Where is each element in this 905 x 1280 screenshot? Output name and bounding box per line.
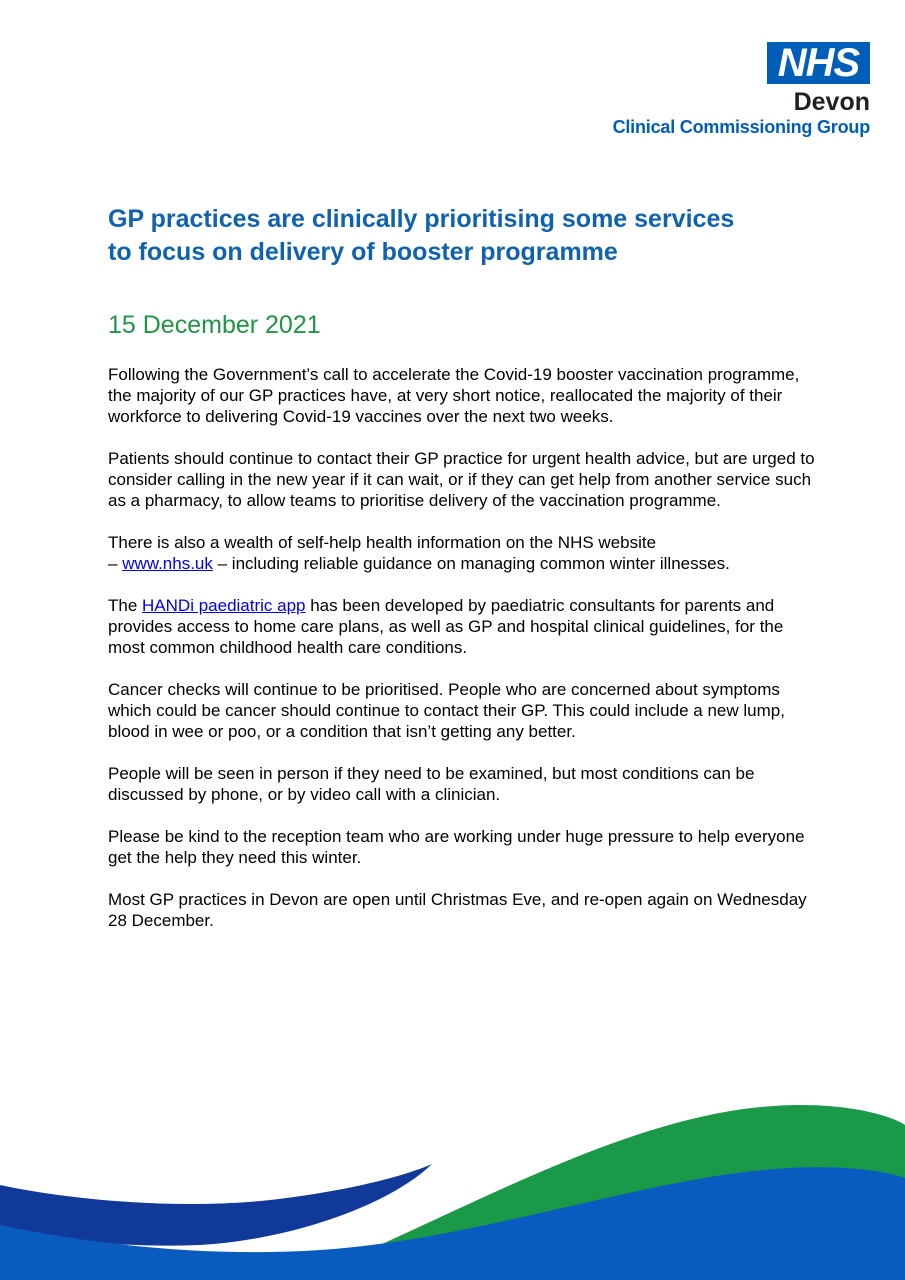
handi-text-after: has been developed by paediatric consultants for parents and provides access to home care plans, as well as GP and hospital clinical guidelines, for the most common childhood health care conditions. — [108, 596, 784, 657]
nhs-website-text: There is also a wealth of self-help health information on the NHS website — [108, 533, 657, 552]
nhs-website-dash: – — [108, 554, 123, 573]
paragraph-booster-programme: Following the Government’s call to accelerate the Covid-19 booster vaccination programme, the majority of our GP practices have, at very short notice, reallocated the majority of their workforce to delivering Covid-19 vaccines over the next two weeks. — [108, 365, 800, 426]
paragraph-opening-times: Most GP practices in Devon are open until Christmas Eve, and re-open again on Wednesday 28 December. — [108, 890, 807, 930]
handi-app-link[interactable]: HANDi paediatric app — [142, 596, 306, 615]
release-date: 15 December 2021 — [108, 311, 321, 339]
paragraph-nhs-website — [108, 532, 818, 574]
paragraph-contact-gp: Patients should continue to contact their GP practice for urgent health advice, but are urged to consider calling in the new year if it can wait, or if they can get help from another service such as a pharmacy, to allow teams to prioritise delivery of the vaccination programme. — [108, 449, 815, 510]
nhs-logo-box: NHS — [767, 42, 870, 84]
paragraph-handi-app — [108, 595, 818, 658]
headline-line-1: GP practices are clinically prioritising some services — [108, 205, 735, 233]
nhs-website-link[interactable]: www.nhs.uk — [122, 554, 213, 573]
headline-line-2: to focus on delivery of booster programme — [108, 238, 618, 266]
logo-organisation: Clinical Commissioning Group — [612, 117, 870, 137]
paragraph-cancer-checks: Cancer checks will continue to be prioritised. People who are concerned about symptoms which could be cancer should continue to contact their GP. This could include a new lump, blood in wee or poo, or a condition that isn’t getting any better. — [108, 680, 785, 741]
paragraph-reception-team: Please be kind to the reception team who are working under huge pressure to help everyone get the help they need this winter. — [108, 827, 805, 867]
nhs-website-text-after: – including reliable guidance on managing common winter illnesses. — [212, 554, 730, 573]
paragraph-in-person: People will be seen in person if they need to be examined, but most conditions can be discussed by phone, or by video call with a clinician. — [108, 764, 755, 804]
handi-text-before: The — [108, 596, 143, 615]
nhs-devon-logo — [550, 42, 870, 138]
headline — [108, 203, 818, 269]
press-release — [108, 203, 818, 931]
footer-wave-dark-blue — [0, 1164, 432, 1246]
logo-region: Devon — [793, 88, 870, 116]
footer-wave-decoration — [0, 1090, 905, 1280]
